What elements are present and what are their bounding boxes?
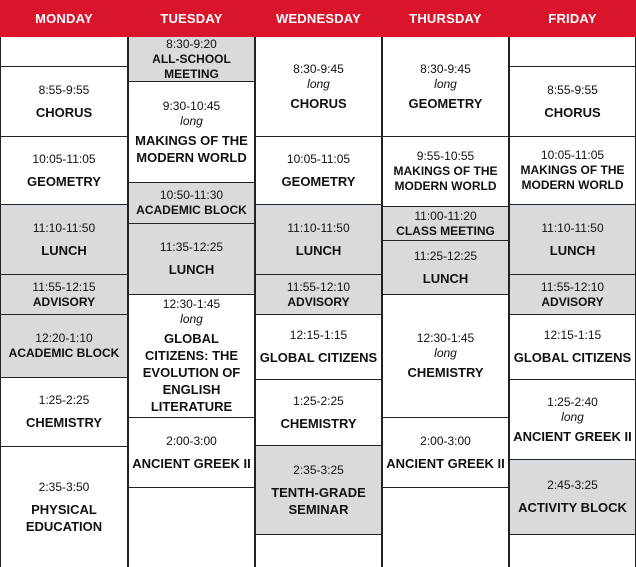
block-title: CHORUS [290, 95, 347, 111]
block-time: 10:05-11:05 [540, 148, 605, 162]
block-time: 12:20-1:10 [35, 331, 93, 345]
block-time: 11:55-12:10 [286, 279, 351, 294]
class-block-advisory [510, 275, 635, 315]
block-time: 1:25-2:25 [38, 393, 90, 407]
block-time: 11:10-11:50 [287, 220, 350, 235]
class-block-ancient-greek-ii [383, 418, 508, 488]
block-time: 8:30-9:45 [293, 61, 344, 76]
block-title: LUNCH [168, 262, 215, 277]
class-block-advisory [1, 275, 127, 315]
block-time: 9:55-10:55 [416, 149, 475, 163]
class-block-ancient-greek-ii [129, 418, 254, 488]
block-title: ACADEMIC BLOCK [8, 346, 120, 360]
day-column-wednesday [255, 37, 382, 567]
block-time: 8:55-9:55 [38, 82, 90, 97]
block-title: GEOMETRY [408, 95, 483, 111]
block-title: LUNCH [549, 242, 596, 258]
block-title: GLOBAL CITIZENS [259, 350, 378, 365]
block-time: 12:15-1:15 [289, 328, 348, 342]
block-time: 10:50-11:30 [159, 188, 224, 202]
block-time: 10:05-11:05 [286, 151, 351, 166]
class-block-chorus [510, 67, 635, 137]
block-time: 8:30-9:20 [166, 36, 217, 51]
block-title: CHORUS [544, 104, 601, 120]
empty-block [129, 488, 254, 567]
block-length-note: long [434, 76, 457, 91]
class-block-makings-of-the-modern-world [129, 82, 254, 183]
class-block-geometry [1, 137, 127, 205]
block-time: 2:00-3:00 [420, 433, 471, 448]
class-block-tenth-grade-seminar [256, 446, 381, 535]
block-title: GLOBAL CITIZENS: THE EVOLUTION OF ENGLISH LITERATURE [142, 331, 241, 414]
block-time: 8:55-9:55 [547, 82, 598, 97]
empty-block [256, 535, 381, 567]
class-block-global-citizens-the-evolution-of-english-literature [129, 295, 254, 418]
block-length-note: long [307, 76, 330, 91]
block-time: 2:45-3:25 [547, 478, 598, 492]
block-time: 11:55-12:15 [32, 279, 96, 294]
block-title: LUNCH [295, 242, 342, 258]
class-block-geometry [383, 37, 508, 137]
block-time: 11:25-12:25 [413, 248, 478, 263]
block-title: LUNCH [422, 270, 469, 286]
block-title: TENTH-GRADE SEMINAR [271, 484, 366, 517]
block-time: 12:30-1:45 [162, 297, 221, 311]
class-block-chorus [256, 37, 381, 137]
block-title: ADVISORY [32, 294, 96, 309]
block-time: 11:35-12:25 [159, 240, 224, 254]
class-block-global-citizens [510, 315, 635, 380]
block-time: 8:30-9:45 [420, 61, 471, 76]
block-time: 11:10-11:50 [541, 220, 604, 235]
class-block-academic-block [129, 183, 254, 224]
block-title: CHORUS [35, 104, 93, 120]
block-length-note: long [180, 113, 203, 128]
block-title: MAKINGS OF THE MODERN WORLD [135, 132, 248, 165]
class-block-ancient-greek-ii [510, 380, 635, 460]
block-title: ANCIENT GREEK II [386, 455, 505, 471]
class-block-geometry [256, 137, 381, 205]
day-header-wednesday: WEDNESDAY [255, 0, 382, 37]
class-block-global-citizens [256, 315, 381, 380]
block-title: ADVISORY [287, 294, 350, 309]
block-title: ACADEMIC BLOCK [136, 203, 247, 217]
class-block-advisory [256, 275, 381, 315]
block-time: 11:10-11:50 [32, 220, 96, 235]
day-column-friday [509, 37, 636, 567]
block-title: ACTIVITY BLOCK [518, 500, 627, 515]
class-block-all-school-meeting [129, 37, 254, 82]
day-header-tuesday: TUESDAY [128, 0, 255, 37]
class-block-academic-block [1, 315, 127, 378]
block-time: 2:35-3:50 [38, 479, 90, 494]
class-block-makings-of-the-modern-world [510, 137, 635, 205]
block-time: 11:00-11:20 [414, 208, 477, 223]
class-block-activity-block [510, 460, 635, 535]
empty-block [510, 535, 635, 567]
class-block-lunch [510, 205, 635, 275]
block-title: GEOMETRY [27, 173, 101, 189]
block-time: 10:05-11:05 [32, 151, 96, 166]
block-time: 1:25-2:25 [293, 393, 344, 408]
class-block-lunch [129, 224, 254, 295]
block-time: 12:15-1:15 [543, 328, 602, 342]
class-block-chemistry [1, 378, 127, 447]
block-time: 11:55-12:10 [540, 279, 605, 294]
empty-block [1, 37, 127, 67]
block-length-note: long [434, 346, 457, 360]
day-column-monday [0, 37, 128, 567]
block-time: 9:30-10:45 [162, 98, 221, 113]
class-block-physical-education [1, 447, 127, 567]
block-title: MAKINGS OF THE MODERN WORLD [520, 163, 625, 192]
day-header-friday: FRIDAY [509, 0, 636, 37]
class-block-lunch [1, 205, 127, 275]
block-title: ADVISORY [541, 294, 604, 309]
empty-block [510, 37, 635, 67]
block-title: LUNCH [41, 242, 87, 258]
class-block-chorus [1, 67, 127, 137]
class-block-lunch [383, 241, 508, 295]
block-title: CHEMISTRY [25, 415, 103, 430]
day-header-monday: MONDAY [0, 0, 128, 37]
block-title: CHEMISTRY [280, 415, 357, 431]
class-block-class-meeting [383, 207, 508, 241]
block-title: CHEMISTRY [407, 365, 484, 380]
day-column-thursday [382, 37, 509, 567]
block-title: CLASS MEETING [396, 223, 495, 238]
class-block-chemistry [256, 380, 381, 446]
block-time: 1:25-2:40 [547, 394, 598, 409]
block-length-note: long [561, 409, 584, 424]
block-title: ANCIENT GREEK II [132, 455, 251, 471]
class-block-makings-of-the-modern-world [383, 137, 508, 207]
block-title: ANCIENT GREEK II [513, 428, 632, 444]
block-title: GLOBAL CITIZENS [513, 350, 632, 365]
block-title: ALL-SCHOOL MEETING [152, 51, 231, 81]
class-block-chemistry [383, 295, 508, 418]
day-column-tuesday [128, 37, 255, 567]
block-time: 2:35-3:25 [293, 462, 344, 477]
block-time: 12:30-1:45 [416, 331, 475, 345]
block-time: 2:00-3:00 [166, 433, 217, 448]
block-length-note: long [180, 312, 203, 326]
block-title: GEOMETRY [281, 173, 356, 189]
class-block-lunch [256, 205, 381, 275]
day-header-thursday: THURSDAY [382, 0, 509, 37]
block-title: MAKINGS OF THE MODERN WORLD [393, 164, 498, 193]
block-title: PHYSICAL EDUCATION [25, 501, 103, 534]
empty-block [383, 488, 508, 567]
